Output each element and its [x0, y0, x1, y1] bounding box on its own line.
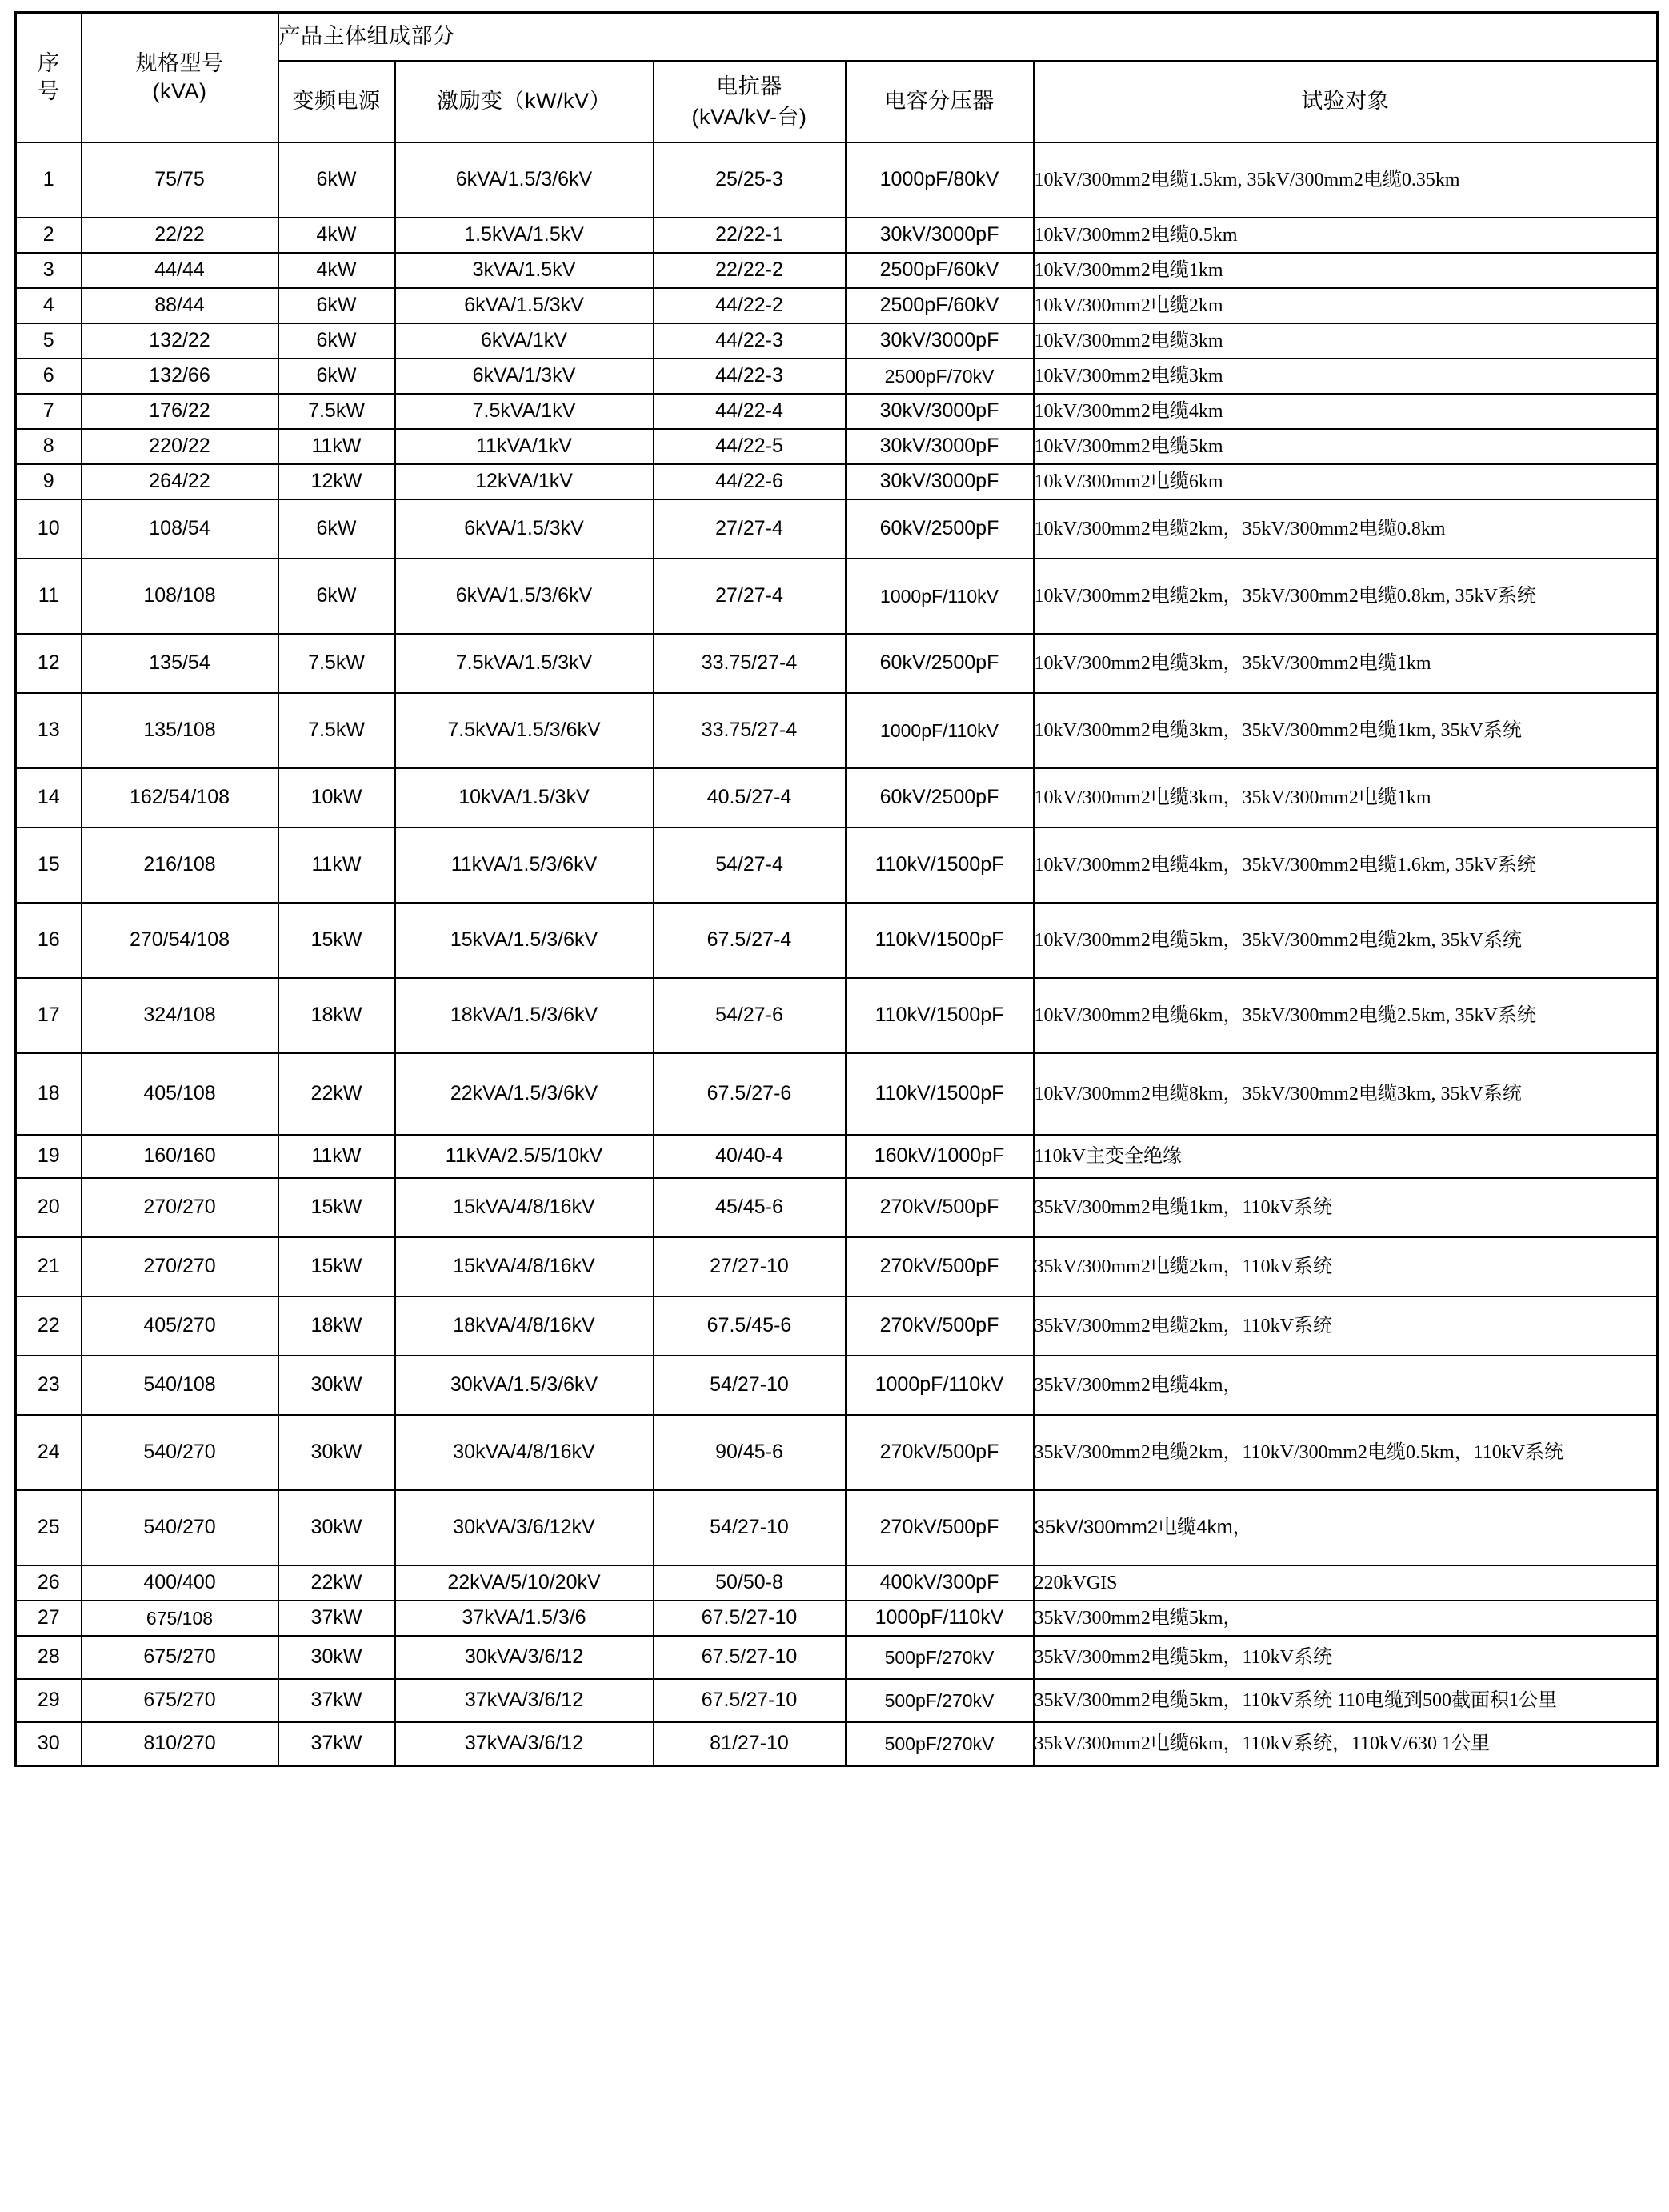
cell-excitation: 30kVA/4/8/16kV [395, 1415, 654, 1490]
cell-excitation: 15kVA/1.5/3/6kV [395, 903, 654, 978]
table-row [16, 978, 1658, 1053]
cell-capacitor: 270kV/500pF [846, 1178, 1034, 1237]
cell-vfd: 4kW [278, 253, 395, 288]
cell-excitation: 7.5kVA/1.5/3/6kV [395, 693, 654, 768]
cell-vfd: 11kW [278, 429, 395, 464]
cell-vfd: 15kW [278, 903, 395, 978]
cell-reactor: 54/27-10 [654, 1356, 846, 1415]
cell-excitation: 11kVA/1.5/3/6kV [395, 827, 654, 903]
cell-sequence: 18 [16, 1053, 82, 1135]
table-row [16, 142, 1658, 218]
cell-reactor: 54/27-10 [654, 1490, 846, 1565]
cell-model: 540/108 [82, 1356, 278, 1415]
cell-vfd: 37kW [278, 1601, 395, 1636]
cell-model: 132/22 [82, 323, 278, 359]
cell-test-object: 35kV/300mm2电缆1km，110kV系统 [1034, 1178, 1658, 1237]
cell-vfd: 30kW [278, 1636, 395, 1679]
cell-capacitor: 400kV/300pF [846, 1565, 1034, 1601]
cell-excitation: 15kVA/4/8/16kV [395, 1237, 654, 1296]
cell-vfd: 12kW [278, 464, 395, 499]
cell-reactor: 33.75/27-4 [654, 693, 846, 768]
table-row [16, 218, 1658, 253]
cell-sequence: 21 [16, 1237, 82, 1296]
cell-test-object: 10kV/300mm2电缆3km，35kV/300mm2电缆1km [1034, 634, 1658, 693]
cell-sequence: 3 [16, 253, 82, 288]
cell-test-object: 35kV/300mm2电缆6km，110kV系统，110kV/630 1公里 [1034, 1722, 1658, 1766]
cell-excitation: 37kVA/3/6/12 [395, 1722, 654, 1766]
table-header [16, 13, 1658, 143]
cell-reactor: 33.75/27-4 [654, 634, 846, 693]
cell-excitation: 30kVA/1.5/3/6kV [395, 1356, 654, 1415]
cell-sequence: 23 [16, 1356, 82, 1415]
cell-capacitor: 1000pF/80kV [846, 142, 1034, 218]
cell-vfd: 6kW [278, 288, 395, 323]
cell-test-object: 10kV/300mm2电缆0.5km [1034, 218, 1658, 253]
cell-test-object: 35kV/300mm2电缆5km，110kV系统 [1034, 1636, 1658, 1679]
cell-test-object: 10kV/300mm2电缆6km [1034, 464, 1658, 499]
cell-model: 400/400 [82, 1565, 278, 1601]
cell-reactor: 27/27-4 [654, 499, 846, 559]
cell-reactor: 25/25-3 [654, 142, 846, 218]
cell-test-object: 35kV/300mm2电缆4km， [1034, 1490, 1658, 1565]
cell-model: 324/108 [82, 978, 278, 1053]
cell-test-object: 10kV/300mm2电缆3km，35kV/300mm2电缆1km [1034, 768, 1658, 827]
table-row [16, 903, 1658, 978]
cell-capacitor: 160kV/1000pF [846, 1135, 1034, 1178]
cell-test-object: 10kV/300mm2电缆4km [1034, 394, 1658, 429]
cell-reactor: 22/22-1 [654, 218, 846, 253]
cell-vfd: 15kW [278, 1237, 395, 1296]
cell-sequence: 6 [16, 359, 82, 394]
cell-reactor: 44/22-4 [654, 394, 846, 429]
cell-sequence: 17 [16, 978, 82, 1053]
cell-capacitor: 30kV/3000pF [846, 429, 1034, 464]
cell-vfd: 15kW [278, 1178, 395, 1237]
cell-excitation: 18kVA/4/8/16kV [395, 1296, 654, 1356]
cell-excitation: 1.5kVA/1.5kV [395, 218, 654, 253]
cell-test-object: 10kV/300mm2电缆2km，35kV/300mm2电缆0.8km [1034, 499, 1658, 559]
table-row [16, 394, 1658, 429]
cell-capacitor: 2500pF/60kV [846, 253, 1034, 288]
table-row [16, 1178, 1658, 1237]
cell-excitation: 6kVA/1.5/3/6kV [395, 559, 654, 634]
cell-capacitor: 270kV/500pF [846, 1237, 1034, 1296]
cell-capacitor: 500pF/270kV [846, 1679, 1034, 1722]
cell-test-object: 10kV/300mm2电缆4km，35kV/300mm2电缆1.6km, 35kV系统 [1034, 827, 1658, 903]
cell-excitation: 3kVA/1.5kV [395, 253, 654, 288]
header-row-group [16, 13, 1658, 62]
cell-reactor: 50/50-8 [654, 1565, 846, 1601]
cell-test-object: 35kV/300mm2电缆2km，110kV系统 [1034, 1237, 1658, 1296]
cell-excitation: 18kVA/1.5/3/6kV [395, 978, 654, 1053]
cell-test-object: 10kV/300mm2电缆3km [1034, 323, 1658, 359]
cell-reactor: 67.5/27-10 [654, 1601, 846, 1636]
cell-model: 22/22 [82, 218, 278, 253]
cell-vfd: 22kW [278, 1053, 395, 1135]
cell-excitation: 22kVA/5/10/20kV [395, 1565, 654, 1601]
cell-model: 44/44 [82, 253, 278, 288]
table-row [16, 827, 1658, 903]
cell-sequence: 20 [16, 1178, 82, 1237]
cell-model: 270/270 [82, 1178, 278, 1237]
cell-vfd: 6kW [278, 359, 395, 394]
cell-sequence: 25 [16, 1490, 82, 1565]
cell-capacitor: 1000pF/110kV [846, 1356, 1034, 1415]
cell-test-object: 10kV/300mm2电缆3km，35kV/300mm2电缆1km, 35kV系统 [1034, 693, 1658, 768]
cell-excitation: 7.5kVA/1.5/3kV [395, 634, 654, 693]
cell-capacitor: 500pF/270kV [846, 1636, 1034, 1679]
cell-sequence: 29 [16, 1679, 82, 1722]
cell-excitation: 11kVA/2.5/5/10kV [395, 1135, 654, 1178]
cell-reactor: 44/22-5 [654, 429, 846, 464]
cell-model: 540/270 [82, 1490, 278, 1565]
table-row [16, 359, 1658, 394]
cell-excitation: 12kVA/1kV [395, 464, 654, 499]
cell-sequence: 16 [16, 903, 82, 978]
cell-reactor: 67.5/45-6 [654, 1296, 846, 1356]
column-header-reactor [654, 61, 846, 142]
table-row [16, 1565, 1658, 1601]
cell-sequence: 9 [16, 464, 82, 499]
cell-model: 162/54/108 [82, 768, 278, 827]
cell-capacitor: 110kV/1500pF [846, 978, 1034, 1053]
cell-capacitor: 60kV/2500pF [846, 634, 1034, 693]
cell-test-object: 35kV/300mm2电缆4km， [1034, 1356, 1658, 1415]
product-specification-table [14, 11, 1659, 1767]
cell-test-object: 110kV主变全绝缘 [1034, 1135, 1658, 1178]
table-row [16, 1601, 1658, 1636]
column-header-model [82, 13, 278, 143]
cell-sequence: 22 [16, 1296, 82, 1356]
cell-model: 810/270 [82, 1722, 278, 1766]
column-header-excitation-transformer: 激励变（kW/kV） [395, 61, 654, 142]
column-header-model-line1: 规格型号 [135, 50, 224, 75]
table-row [16, 768, 1658, 827]
cell-vfd: 37kW [278, 1679, 395, 1722]
cell-test-object: 10kV/300mm2电缆2km，35kV/300mm2电缆0.8km, 35kV系统 [1034, 559, 1658, 634]
table-row [16, 288, 1658, 323]
cell-excitation: 30kVA/3/6/12 [395, 1636, 654, 1679]
cell-sequence: 1 [16, 142, 82, 218]
cell-excitation: 37kVA/3/6/12 [395, 1679, 654, 1722]
table-row [16, 1679, 1658, 1722]
cell-capacitor: 2500pF/70kV [846, 359, 1034, 394]
cell-model: 216/108 [82, 827, 278, 903]
cell-vfd: 37kW [278, 1722, 395, 1766]
cell-reactor: 54/27-4 [654, 827, 846, 903]
cell-capacitor: 2500pF/60kV [846, 288, 1034, 323]
cell-sequence: 27 [16, 1601, 82, 1636]
cell-reactor: 44/22-3 [654, 359, 846, 394]
cell-vfd: 30kW [278, 1356, 395, 1415]
column-header-variable-frequency-source: 变频电源 [278, 61, 395, 142]
cell-excitation: 6kVA/1kV [395, 323, 654, 359]
cell-vfd: 18kW [278, 1296, 395, 1356]
cell-vfd: 4kW [278, 218, 395, 253]
cell-test-object: 35kV/300mm2电缆2km，110kV系统 [1034, 1296, 1658, 1356]
cell-model: 405/108 [82, 1053, 278, 1135]
cell-vfd: 11kW [278, 827, 395, 903]
cell-excitation: 11kVA/1kV [395, 429, 654, 464]
cell-sequence: 12 [16, 634, 82, 693]
cell-model: 675/108 [82, 1601, 278, 1636]
cell-model: 675/270 [82, 1636, 278, 1679]
cell-model: 270/54/108 [82, 903, 278, 978]
column-header-reactor-line2: (kVA/kV-台) [691, 105, 807, 129]
cell-capacitor: 60kV/2500pF [846, 768, 1034, 827]
cell-model: 160/160 [82, 1135, 278, 1178]
cell-reactor: 40.5/27-4 [654, 768, 846, 827]
cell-reactor: 44/22-3 [654, 323, 846, 359]
cell-capacitor: 30kV/3000pF [846, 394, 1034, 429]
cell-sequence: 26 [16, 1565, 82, 1601]
cell-model: 132/66 [82, 359, 278, 394]
cell-reactor: 44/22-6 [654, 464, 846, 499]
cell-vfd: 22kW [278, 1565, 395, 1601]
cell-vfd: 7.5kW [278, 394, 395, 429]
cell-capacitor: 30kV/3000pF [846, 323, 1034, 359]
cell-capacitor: 270kV/500pF [846, 1490, 1034, 1565]
cell-excitation: 22kVA/1.5/3/6kV [395, 1053, 654, 1135]
cell-vfd: 7.5kW [278, 693, 395, 768]
cell-capacitor: 30kV/3000pF [846, 464, 1034, 499]
table-row [16, 253, 1658, 288]
cell-model: 264/22 [82, 464, 278, 499]
column-header-sequence-line1: 序 [38, 50, 60, 75]
cell-sequence: 30 [16, 1722, 82, 1766]
cell-sequence: 5 [16, 323, 82, 359]
cell-excitation: 6kVA/1.5/3/6kV [395, 142, 654, 218]
table-row [16, 1415, 1658, 1490]
cell-test-object: 10kV/300mm2电缆6km，35kV/300mm2电缆2.5km, 35kV系统 [1034, 978, 1658, 1053]
cell-sequence: 4 [16, 288, 82, 323]
cell-capacitor: 60kV/2500pF [846, 499, 1034, 559]
cell-reactor: 67.5/27-10 [654, 1636, 846, 1679]
cell-test-object: 10kV/300mm2电缆1km [1034, 253, 1658, 288]
cell-capacitor: 110kV/1500pF [846, 827, 1034, 903]
cell-sequence: 24 [16, 1415, 82, 1490]
cell-reactor: 22/22-2 [654, 253, 846, 288]
cell-reactor: 81/27-10 [654, 1722, 846, 1766]
column-header-main-components-group: 产品主体组成部分 [278, 13, 1658, 62]
cell-model: 108/54 [82, 499, 278, 559]
cell-capacitor: 110kV/1500pF [846, 903, 1034, 978]
cell-reactor: 45/45-6 [654, 1178, 846, 1237]
cell-sequence: 10 [16, 499, 82, 559]
cell-sequence: 7 [16, 394, 82, 429]
cell-sequence: 19 [16, 1135, 82, 1178]
cell-reactor: 27/27-10 [654, 1237, 846, 1296]
table-row [16, 1490, 1658, 1565]
cell-test-object: 10kV/300mm2电缆1.5km, 35kV/300mm2电缆0.35km [1034, 142, 1658, 218]
column-header-test-object: 试验对象 [1034, 61, 1658, 142]
cell-reactor: 44/22-2 [654, 288, 846, 323]
table-row [16, 1237, 1658, 1296]
cell-test-object: 10kV/300mm2电缆2km [1034, 288, 1658, 323]
column-header-reactor-line1: 电抗器 [716, 74, 782, 98]
column-header-sequence-line2: 号 [38, 79, 60, 103]
table-row [16, 1636, 1658, 1679]
cell-capacitor: 270kV/500pF [846, 1296, 1034, 1356]
cell-test-object: 10kV/300mm2电缆5km，35kV/300mm2电缆2km, 35kV系统 [1034, 903, 1658, 978]
cell-test-object: 35kV/300mm2电缆5km， [1034, 1601, 1658, 1636]
cell-excitation: 6kVA/1.5/3kV [395, 499, 654, 559]
table-row [16, 464, 1658, 499]
cell-excitation: 7.5kVA/1kV [395, 394, 654, 429]
cell-capacitor: 1000pF/110kV [846, 1601, 1034, 1636]
table-row [16, 1722, 1658, 1766]
cell-sequence: 8 [16, 429, 82, 464]
cell-reactor: 67.5/27-10 [654, 1679, 846, 1722]
cell-vfd: 7.5kW [278, 634, 395, 693]
cell-reactor: 67.5/27-4 [654, 903, 846, 978]
column-header-model-line2: (kVA) [152, 79, 207, 103]
column-header-sequence [16, 13, 82, 143]
table-row [16, 1053, 1658, 1135]
cell-vfd: 6kW [278, 142, 395, 218]
cell-sequence: 14 [16, 768, 82, 827]
cell-model: 88/44 [82, 288, 278, 323]
cell-excitation: 6kVA/1.5/3kV [395, 288, 654, 323]
cell-model: 75/75 [82, 142, 278, 218]
cell-reactor: 40/40-4 [654, 1135, 846, 1178]
cell-vfd: 30kW [278, 1490, 395, 1565]
cell-model: 220/22 [82, 429, 278, 464]
cell-excitation: 37kVA/1.5/3/6 [395, 1601, 654, 1636]
cell-vfd: 18kW [278, 978, 395, 1053]
cell-vfd: 6kW [278, 499, 395, 559]
cell-vfd: 6kW [278, 559, 395, 634]
table-row [16, 499, 1658, 559]
cell-test-object: 35kV/300mm2电缆5km，110kV系统 110电缆到500截面积1公里 [1034, 1679, 1658, 1722]
cell-vfd: 11kW [278, 1135, 395, 1178]
table-row [16, 559, 1658, 634]
cell-test-object: 220kVGIS [1034, 1565, 1658, 1601]
cell-excitation: 10kVA/1.5/3kV [395, 768, 654, 827]
cell-model: 176/22 [82, 394, 278, 429]
table-row [16, 429, 1658, 464]
cell-test-object: 35kV/300mm2电缆2km，110kV/300mm2电缆0.5km，110kV系统 [1034, 1415, 1658, 1490]
table-body [16, 142, 1658, 1766]
cell-model: 135/54 [82, 634, 278, 693]
cell-capacitor: 500pF/270kV [846, 1722, 1034, 1766]
cell-sequence: 13 [16, 693, 82, 768]
cell-capacitor: 30kV/3000pF [846, 218, 1034, 253]
cell-sequence: 11 [16, 559, 82, 634]
table-row [16, 323, 1658, 359]
cell-test-object: 10kV/300mm2电缆5km [1034, 429, 1658, 464]
cell-vfd: 6kW [278, 323, 395, 359]
cell-reactor: 90/45-6 [654, 1415, 846, 1490]
cell-capacitor: 110kV/1500pF [846, 1053, 1034, 1135]
cell-test-object: 10kV/300mm2电缆3km [1034, 359, 1658, 394]
cell-capacitor: 270kV/500pF [846, 1415, 1034, 1490]
cell-model: 135/108 [82, 693, 278, 768]
table-row [16, 1356, 1658, 1415]
cell-excitation: 30kVA/3/6/12kV [395, 1490, 654, 1565]
cell-sequence: 28 [16, 1636, 82, 1679]
cell-excitation: 6kVA/1/3kV [395, 359, 654, 394]
table-row [16, 634, 1658, 693]
cell-model: 675/270 [82, 1679, 278, 1722]
cell-model: 405/270 [82, 1296, 278, 1356]
column-header-capacitive-divider: 电容分压器 [846, 61, 1034, 142]
cell-reactor: 27/27-4 [654, 559, 846, 634]
table-row [16, 1135, 1658, 1178]
cell-model: 270/270 [82, 1237, 278, 1296]
cell-test-object: 10kV/300mm2电缆8km，35kV/300mm2电缆3km, 35kV系统 [1034, 1053, 1658, 1135]
cell-sequence: 15 [16, 827, 82, 903]
cell-sequence: 2 [16, 218, 82, 253]
cell-capacitor: 1000pF/110kV [846, 693, 1034, 768]
table-row [16, 693, 1658, 768]
table-row [16, 1296, 1658, 1356]
cell-capacitor: 1000pF/110kV [846, 559, 1034, 634]
cell-reactor: 67.5/27-6 [654, 1053, 846, 1135]
cell-model: 540/270 [82, 1415, 278, 1490]
cell-reactor: 54/27-6 [654, 978, 846, 1053]
cell-model: 108/108 [82, 559, 278, 634]
cell-excitation: 15kVA/4/8/16kV [395, 1178, 654, 1237]
cell-vfd: 30kW [278, 1415, 395, 1490]
cell-vfd: 10kW [278, 768, 395, 827]
